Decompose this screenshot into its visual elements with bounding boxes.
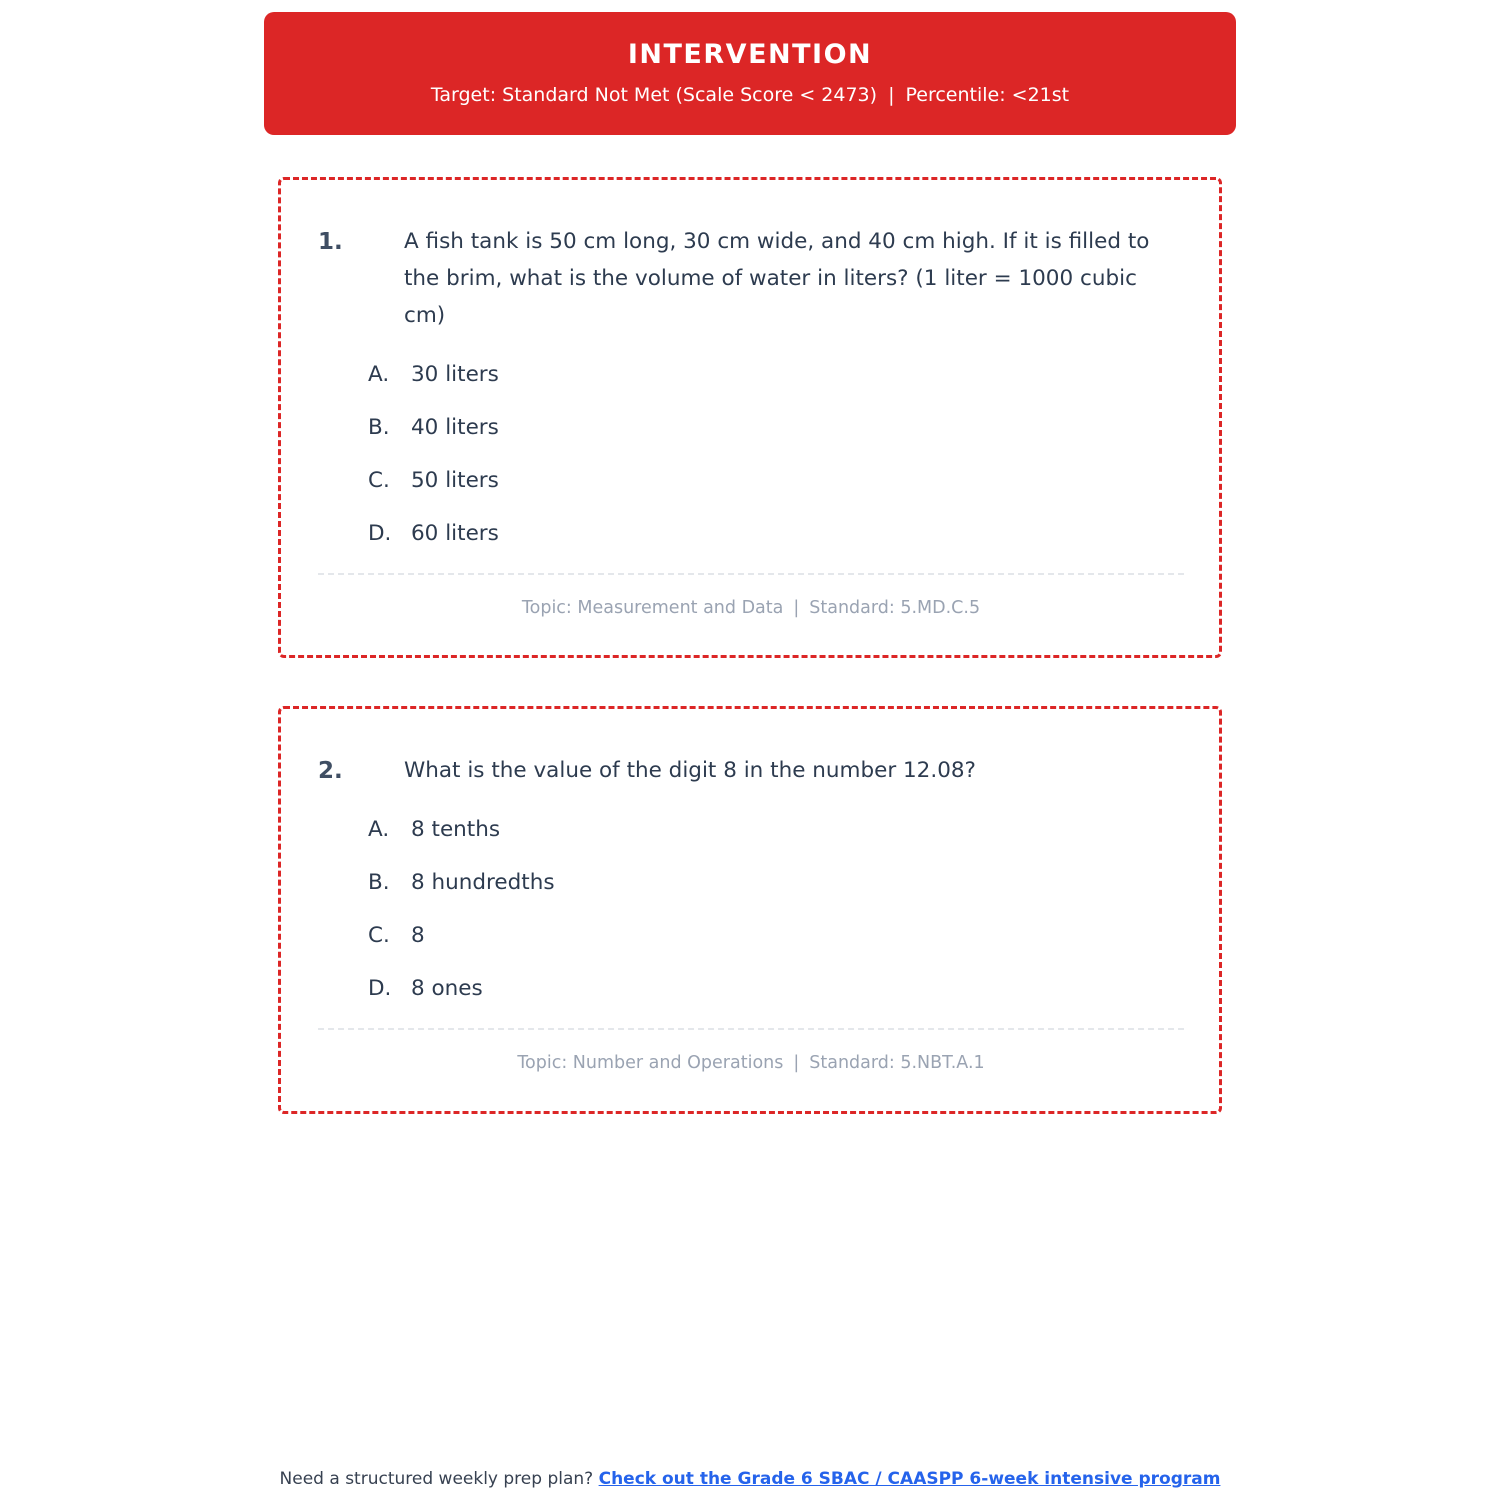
options-list — [368, 361, 1184, 548]
option-letter: C. — [368, 467, 390, 493]
option-letter: B. — [368, 414, 390, 440]
option-row — [368, 816, 1184, 844]
card-meta — [318, 597, 1184, 620]
standard-text: Standard: 5.MD.C.5 — [809, 597, 981, 618]
option-text: 8 hundredths — [411, 870, 555, 896]
prep-plan-link[interactable]: Check out the Grade 6 SBAC / CAASPP 6-week intensive program — [598, 1469, 1221, 1489]
question-number: 2. — [318, 758, 343, 785]
banner-title: INTERVENTION — [627, 39, 873, 70]
option-row — [368, 922, 1184, 950]
option-letter: D. — [368, 520, 392, 546]
question-row — [318, 753, 1184, 790]
question-row — [318, 224, 1184, 335]
option-text: 40 liters — [411, 414, 499, 440]
question-card-2 — [278, 706, 1222, 1113]
option-row — [368, 869, 1184, 897]
pipe-separator: | — [793, 597, 800, 618]
option-row — [368, 520, 1184, 548]
option-row — [368, 467, 1184, 495]
option-text: 60 liters — [411, 520, 499, 546]
option-letter: A. — [368, 817, 390, 843]
card-divider — [318, 1028, 1184, 1030]
option-text: 30 liters — [411, 361, 499, 387]
option-row — [368, 414, 1184, 442]
question-card-1 — [278, 177, 1222, 658]
option-text: 50 liters — [411, 467, 499, 493]
option-text: 8 — [411, 923, 425, 949]
option-text: 8 tenths — [411, 817, 501, 843]
percentile-text: Percentile: <21st — [905, 84, 1070, 107]
pipe-separator: | — [888, 84, 895, 107]
footer-note — [0, 1468, 1500, 1492]
topic-text: Topic: Number and Operations — [517, 1052, 784, 1073]
topic-text: Topic: Measurement and Data — [521, 597, 784, 618]
pipe-separator: | — [793, 1052, 800, 1073]
option-letter: D. — [368, 976, 392, 1002]
prep-plan-prompt: Need a structured weekly prep plan? — [279, 1469, 599, 1489]
option-row — [368, 975, 1184, 1003]
options-list — [368, 816, 1184, 1003]
question-text: A fish tank is 50 cm long, 30 cm wide, and 40 cm high. If it is filled to the brim, what is the volume of water in liters? (1 liter = 1000 cubic cm) — [404, 228, 1150, 328]
option-letter: A. — [368, 361, 390, 387]
target-text: Target: Standard Not Met (Scale Score < 2473) — [430, 84, 878, 107]
intervention-banner — [264, 12, 1236, 135]
question-text: What is the value of the digit 8 in the number 12.08? — [404, 758, 976, 784]
banner-subtitle — [284, 84, 1216, 107]
card-meta — [318, 1052, 1184, 1075]
option-text: 8 ones — [411, 976, 483, 1002]
standard-text: Standard: 5.NBT.A.1 — [809, 1052, 985, 1073]
option-letter: B. — [368, 870, 390, 896]
option-letter: C. — [368, 923, 390, 949]
option-row — [368, 361, 1184, 389]
card-divider — [318, 573, 1184, 575]
question-number: 1. — [318, 228, 343, 255]
